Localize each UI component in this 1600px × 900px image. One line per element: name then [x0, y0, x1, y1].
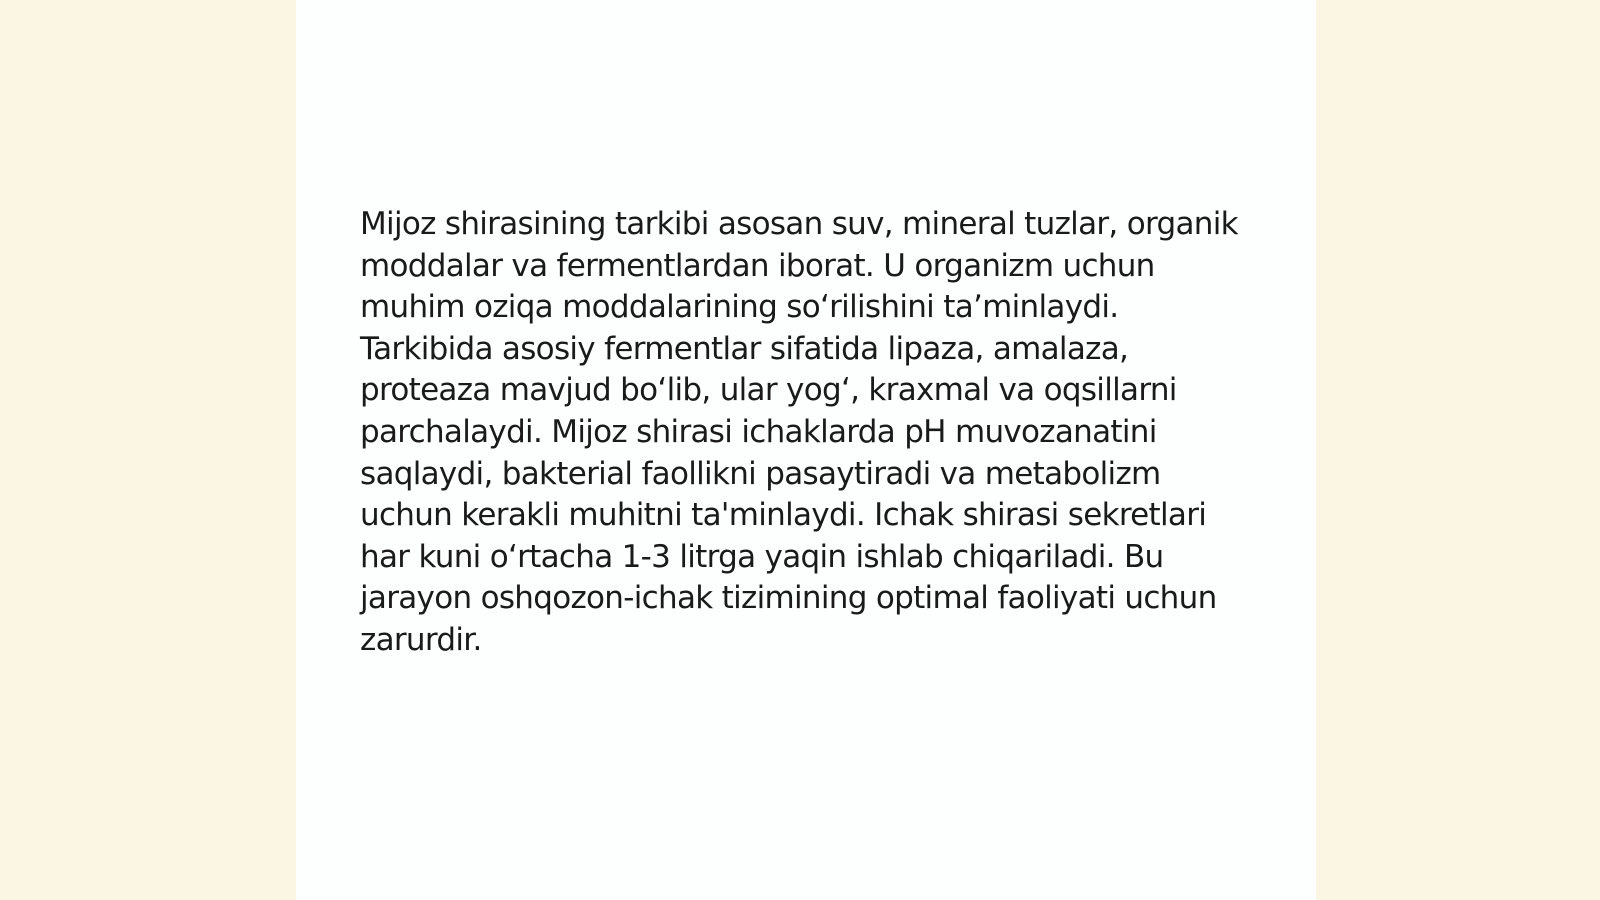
right-margin [1316, 0, 1600, 900]
slide-body-text: Mijoz shirasining tarkibi asosan suv, mineral tuzlar, organik moddalar va fermentlardan iborat. U organizm uchun muhim oziqa moddalarining so‘rilishini ta’minlaydi. Tarkibida asosiy fermentlar sifatida lipaza, amalaza, proteaza mavjud bo‘lib, ular yog‘, kraxmal va oqsillarni parchalaydi. Mijoz shirasi ichaklarda pH muvozanatini saqlaydi, bakterial faollikni pasaytiradi va metabolizm uchun kerakli muhitni ta'minlaydi. Ichak shirasi sekretlari har kuni o‘rtacha 1-3 litrga yaqin ishlab chiqariladi. Bu jarayon oshqozon-ichak tizimining optimal faoliyati uchun zarurdir. [360, 206, 1238, 658]
left-margin [0, 0, 296, 900]
slide [296, 0, 1316, 900]
